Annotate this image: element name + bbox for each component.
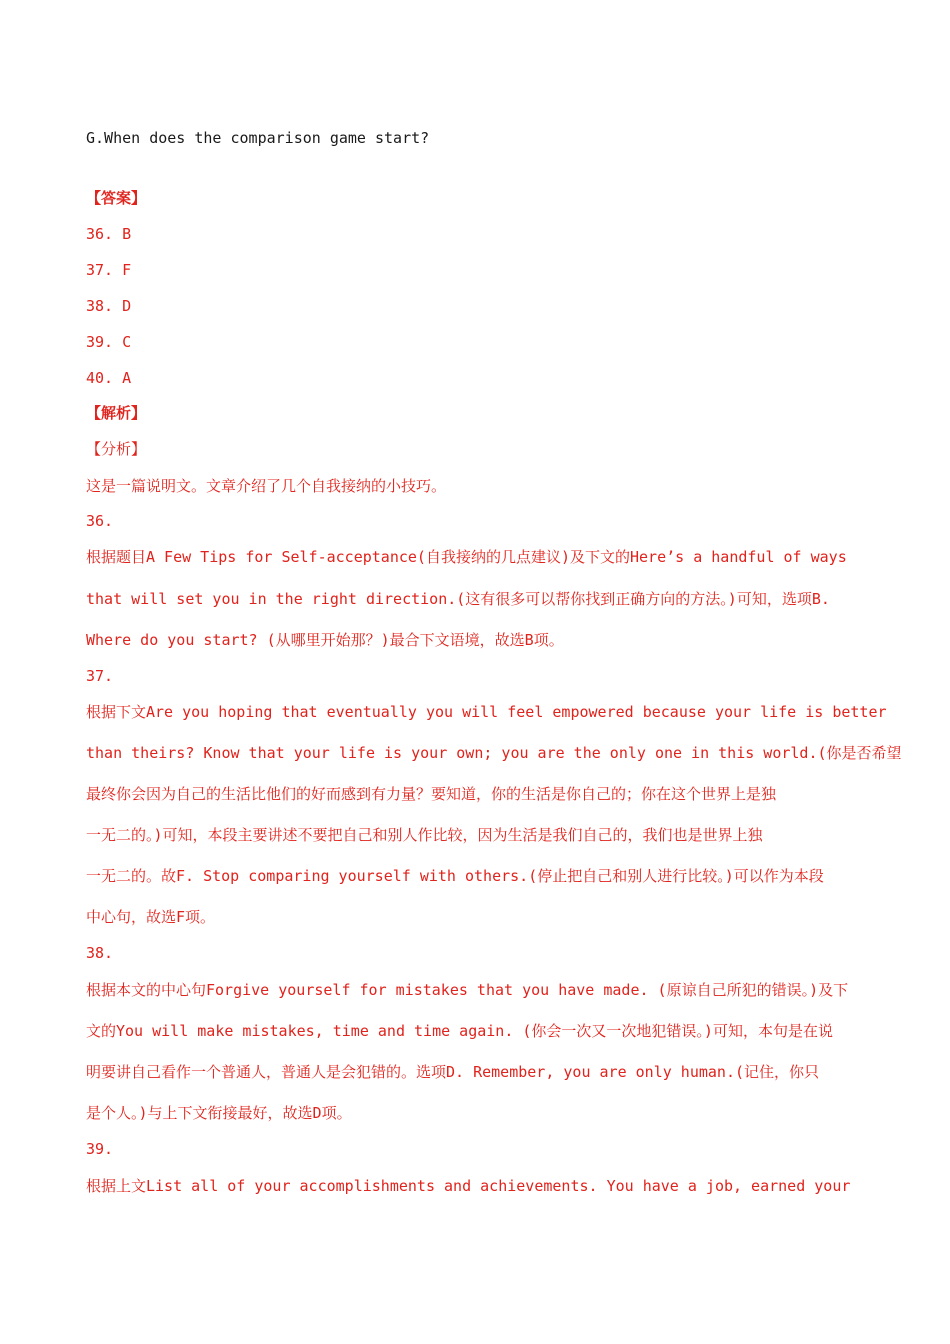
answer-38: 38. D bbox=[86, 297, 132, 315]
summary-text: 这是一篇说明文。文章介绍了几个自我接纳的小技巧。 bbox=[86, 477, 447, 495]
answer-36: 36. B bbox=[86, 225, 132, 243]
q37-line: 一无二的。)可知，本段主要讲述不要把自己和别人作比较，因为生活是我们自己的，我们也是世界上独 bbox=[86, 826, 763, 844]
fenxi-heading: 【分析】 bbox=[86, 440, 147, 458]
analysis-heading: 【解析】 bbox=[86, 404, 147, 422]
q37-line: 根据下文Are you hoping that eventually you will feel empowered because your life is better bbox=[86, 703, 887, 721]
q38-number: 38. bbox=[86, 944, 114, 962]
question-g: G.When does the comparison game start? bbox=[86, 129, 430, 147]
answer-39: 39. C bbox=[86, 333, 132, 351]
q39-number: 39. bbox=[86, 1140, 114, 1158]
q37-line: than theirs? Know that your life is your own; you are the only one in this world.(你是否希望 bbox=[86, 744, 902, 762]
q39-line: 根据上文List all of your accomplishments and achievements. You have a job, earned your bbox=[86, 1177, 851, 1195]
q38-line: 明要讲自己看作一个普通人，普通人是会犯错的。选项D. Remember, you are only human.(记住，你只 bbox=[86, 1063, 820, 1081]
q37-line: 最终你会因为自己的生活比他们的好而感到有力量？要知道，你的生活是你自己的；你在这个世界上是独 bbox=[86, 785, 777, 803]
q38-line: 文的You will make mistakes, time and time again. (你会一次又一次地犯错误。)可知，本句是在说 bbox=[86, 1022, 833, 1040]
q38-line: 是个人。)与上下文衔接最好，故选D项。 bbox=[86, 1104, 352, 1122]
q37-line: 中心句，故选F项。 bbox=[86, 908, 216, 926]
q37-line: 一无二的。故F. Stop comparing yourself with others.(停止把自己和别人进行比较。)可以作为本段 bbox=[86, 867, 824, 885]
q37-number: 37. bbox=[86, 667, 114, 685]
q36-line: that will set you in the right direction.(这有很多可以帮你找到正确方向的方法。)可知，选项B. bbox=[86, 590, 830, 608]
answer-37: 37. F bbox=[86, 261, 132, 279]
q36-number: 36. bbox=[86, 512, 114, 530]
q38-line: 根据本文的中心句Forgive yourself for mistakes that you have made. (原谅自己所犯的错误。)及下 bbox=[86, 981, 849, 999]
q36-line: Where do you start? (从哪里开始那？)最合下文语境，故选B项。 bbox=[86, 631, 564, 649]
q36-line: 根据题目A Few Tips for Self-acceptance(自我接纳的几点建议)及下文的Here’s a handful of ways bbox=[86, 548, 847, 566]
answer-heading: 【答案】 bbox=[86, 189, 147, 207]
answer-40: 40. A bbox=[86, 369, 132, 387]
